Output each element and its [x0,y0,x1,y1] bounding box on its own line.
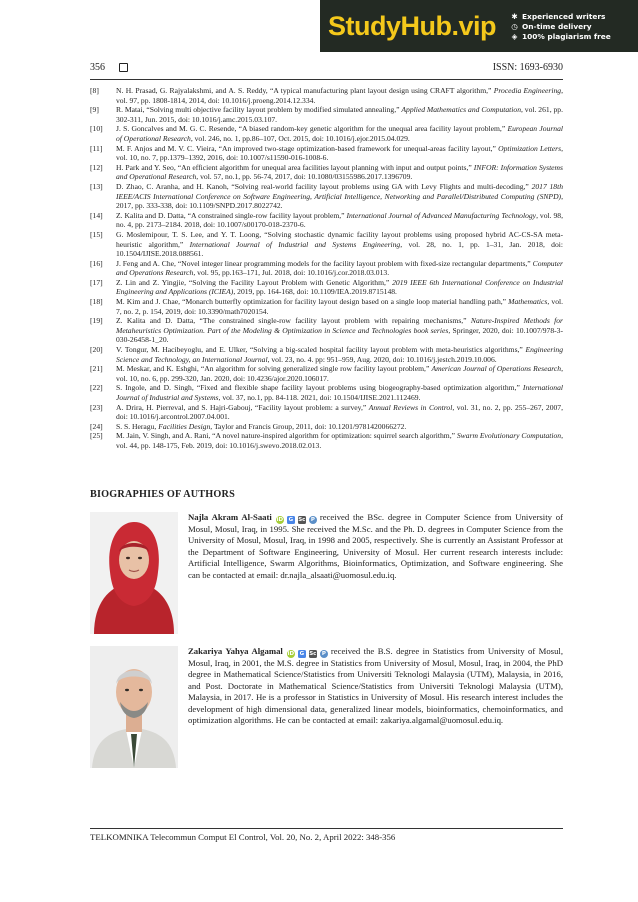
reference-venue: Mathematics [508,297,548,307]
reference-item [90,403,563,422]
reference-part: Springer, 2020, doi: 10.1007/978-3-030-26458-1_20. [116,325,563,345]
feature-label: On-time delivery [522,21,592,31]
reference-text [116,163,563,182]
reference-number: [24] [90,421,103,431]
reference-item [90,297,563,316]
google-scholar-icon[interactable]: G [288,517,294,523]
reference-number: [20] [90,345,103,355]
reference-venue: International Journal of Advanced Manufacturing Technology [346,210,537,220]
reference-text [116,211,563,230]
reference-text [116,431,563,450]
reference-part: , 2019, pp. 164-168, doi: 10.1109/IEA.2019.8715148. [233,287,397,297]
reference-venue: Optimization Letters [498,143,562,153]
reference-part: R. Matai, “Solving multi objective facility layout problem by modified simulated annealing,” [116,105,402,115]
reference-item [90,211,563,230]
reference-text [116,144,563,163]
page-number: 356 [90,61,105,73]
reference-part: , vol. 98, no. 4, pp. 2173–2184. 2018, doi: 10.1007/s00170-018-2370-6. [116,210,564,230]
reference-item [90,105,563,124]
author-name: Zakariya Yahya Algamal [188,646,283,656]
reference-number: [12] [90,162,103,172]
feature-list [510,12,611,41]
reference-part: , vol. 44, pp. 148-175, Feb. 2019, doi: 10.1016/j.swevo.2018.02.013. [116,431,563,450]
shield-icon: ◈ [511,31,518,41]
reference-text [116,105,563,124]
feature-item [510,22,611,31]
reference-part: M. F. Anjos and M. V. C. Vieira, “An improved two-stage optimization-based framework for unequal-areas facility layout,” [116,143,499,153]
studyhub-banner[interactable] [320,0,638,52]
reference-part: , vol. 10, no. 7, pp.1379–1392, 2016, doi: 10.1007/s11590-016-1008-6. [116,143,563,163]
reference-number: [9] [90,105,99,115]
feature-item [510,12,611,21]
reference-item [90,144,563,163]
reference-list [90,86,563,451]
reference-part: , vol. 261, pp. 302-311, Jun. 2015, doi: 10.1016/j.amc.2015.03.107. [116,105,563,124]
author-photo [90,646,178,768]
reference-text [116,403,563,422]
reference-venue: International Journal of Industrial and Systems [116,383,563,402]
reference-number: [14] [90,210,103,220]
reference-item [90,124,563,143]
reference-text [116,259,563,278]
reference-part: S. S. Heragu, [116,421,159,431]
square-icon [119,63,128,72]
reference-venue: European Journal of Operational Research [116,124,563,143]
publons-icon[interactable]: P [321,651,326,657]
reference-text [116,297,563,316]
reference-part: D. Zhao, C. Aranha, and H. Kanoh, “Solving real-world facility layout problems using GA with Levy Flights and multi-decoding,” [116,181,532,191]
reference-part: , vol. 28, no. 1, pp. 1–31, Jan. 2018, doi: 10.1504/IJISE.2018.088561. [116,239,563,259]
reference-part: , vol. 10, no. 6, pp. 299-320, Jan. 2020, doi: 10.4236/ajor.2020.106017. [116,364,563,383]
reference-venue: 2017 18th IEEE/ACIS International Conference on Software Engineering, Artificial Intelligence, Networking and Parallel/Distributed Computing (SNPD) [116,181,563,201]
reference-number: [18] [90,297,103,307]
reference-venue: Facilities Design [158,421,211,431]
author-name: Najla Akram Al-Saati [188,512,272,522]
reference-number: [11] [90,143,103,153]
reference-part: G. Moslemipour, T. S. Lee, and Y. T. Loong, “Solving stochastic dynamic facility layout problems using proposed hybrid AC-CS-SA meta-heuristic algorithm,” [116,229,563,249]
reference-part: , vol. 246, no. 1, pp.86–107, Oct. 2015, doi: 10.1016/j.ejor.2015.04.029. [190,133,410,143]
reference-item [90,364,563,383]
publons-icon[interactable]: P [310,517,315,523]
footer-rule [90,828,563,829]
reference-part: N. H. Prasad, G. Rajyalakshmi, and A. S. Reddy, “A typical manufacturing plant layout design using CRAFT algorithm,” [116,86,494,95]
reference-part: , vol. 57, no.1, pp. 56-74, 2017, doi: 10.1080/03155986.2017.1396709. [196,172,413,182]
reference-part: H. Park and Y. Seo, “An efficient algorithm for unequal area facilities layout planning with input and output points,” [116,162,474,172]
reference-text [116,278,563,297]
profile-badges [276,516,317,524]
reference-part: M. Kim and J. Chae, “Monarch butterfly optimization for facility layout design based on a single loop material handling path,” [116,297,509,307]
biographies-heading: BIOGRAPHIES OF AUTHORS [90,489,235,500]
reference-number: [23] [90,402,103,412]
orcid-icon[interactable]: iD [287,651,295,657]
reference-text [116,422,563,432]
reference-part: M. Jain, V. Singh, and A. Rani, “A novel nature-inspired algorithm for optimization: squirrel search algorithm,” [116,431,457,441]
reference-venue: Procedia Engineering [493,86,562,95]
reference-venue: 2019 IEEE 6th International Conference on Industrial Engineering and Applications (ICIEA) [116,277,563,297]
author-bio-text [188,646,563,726]
reference-venue: International Journal of Industrial and Systems Engineering [189,239,401,249]
reference-number: [10] [90,124,103,134]
author-description: received the B.S. degree in Statistics from University of Mosul, Mosul, Iraq, in 2001, the M.S. degree in Statistics from University of Mosul, Mosul, Iraq, in 2004, the PhD degree in Mathematical Science/Statistics from Universiti Teknologi Malaysia (UTM), Malaysia, in 2016, and Post. Doctorate in Mathematical Science/Statistics from Universiti Teknologi Malaysia (UTM), Malaysia, in 2017. He is a professor in Statistics in University of Mosul. His research interest includes the development of high dimensional data, generalized linear models, bioinformatics, chemoinformatics, and optimization algorithms. He can be contacted at email: zakariya.algamal@uomosul.edu.iq. [188,646,563,726]
scopus-icon[interactable]: Sc [298,517,306,523]
reference-number: [15] [90,229,103,239]
reference-part: , Taylor and Francis Group, 2011, doi: 10.1201/9781420066272. [210,421,407,431]
author-photo [90,512,178,634]
author-description: received the BSc. degree in Computer Science from University of Mosul, Mosul, Iraq, in 1995. She received the M.Sc. and the Ph. D. degrees in Computer Science from the University of Mosul, Mosul, Iraq, in 1998 and 2005, respectively. She is currently an Assistant Professor at the Department of Software Engineering, University of Mosul. Her current research interests include: Artificial Intelligence, Swarm Algorithms, Bioinformatics, Optimization, and Software engineering. She can be contacted at email: dr.najla_alsaati@uomosul.edu.iq. [188,512,563,580]
reference-item [90,345,563,364]
reference-part: S. Ingole, and D. Singh, “Fixed and flexible shape facility layout problems using biogeography-based optimization algorithm,” [116,383,523,393]
feature-label: 100% plagiarism free [522,31,611,41]
reference-number: [21] [90,364,103,374]
scopus-icon[interactable]: Sc [309,651,317,657]
reference-part: , vol. 31, no. 2, pp. 255–267, 2007, doi: 10.1016/j.arcontrol.2007.04.001. [116,402,563,422]
reference-part: J. Feng and A. Che, “Novel integer linear programming models for the facility layout problem with fixed-size rectangular departments,” [116,258,533,268]
page-header [90,60,563,74]
reference-text [116,316,563,345]
reference-number: [16] [90,258,103,268]
reference-number: [13] [90,181,103,191]
profile-badges [287,650,328,658]
reference-venue: Nature-Inspired Methods for Metaheuristics Optimization. Part of the Modeling & Optimization in Science and Technologies book series, [116,316,563,335]
reference-part: Z. Lin and Z. Yingjie, “Solving the Facility Layout Problem with Genetic Algorithm,” [116,277,393,287]
reference-venue: Engineering Science and Technology, an International Journal [116,345,563,364]
reference-item [90,316,563,345]
reference-venue: American Journal of Operations Research [431,364,562,374]
reference-item [90,182,563,211]
reference-part: , vol. 37, no.1, pp. 84-118. 2021, doi: 10.1504/IJISE.2021.112469. [218,393,421,402]
reference-part: Z. Kalita and D. Datta, “A constrained single-row facility layout problem,” [116,210,347,220]
reference-item [90,431,563,450]
reference-item [90,230,563,259]
brand-logo[interactable]: StudyHub.vip [328,10,496,41]
reference-number: [8] [90,86,99,95]
reference-item [90,383,563,402]
reference-part: , vol. 95, pp.163–171, Jul. 2018, doi: 10.1016/j.cor.2018.03.013. [193,268,390,278]
reference-item [90,259,563,278]
reference-venue: INFOR: Information Systems and Operational Research [116,162,563,182]
reference-part: Z. Kalita and D. Datta, “The constrained single-row facility layout problem with repairing mechanisms,” [116,316,471,326]
reference-part: M. Meskar, and K. Eshghi, “An algorithm for solving generalized single row facility layout problem,” [116,364,432,374]
reference-item [90,422,563,432]
reference-part: , 2017, pp. 333-338, doi: 10.1109/SNPD.2017.8022742. [116,191,563,211]
reference-number: [19] [90,316,103,326]
reference-text [116,345,563,364]
reference-part: A. Drira, H. Pierreval, and S. Hajri-Gabouj, “Facility layout problem: a survey,” [116,402,369,412]
star-icon: ✱ [511,11,518,21]
feature-label: Experienced writers [522,11,606,21]
page-footer: TELKOMNIKA Telecommun Comput El Control, Vol. 20, No. 2, April 2022: 348-356 [90,832,396,842]
reference-text [116,182,563,211]
reference-text [116,124,563,143]
reference-part: V. Tongur, M. Hacibeyoglu, and E. Ulker, “Solving a big-scaled hospital facility layout problem with meta-heuristics algorithms,” [116,345,526,355]
reference-item [90,163,563,182]
reference-part: , vol. 7, no. 2, p. 154, 2019, doi: 10.3390/math7020154. [116,297,564,316]
issn: ISSN: 1693-6930 [492,61,563,73]
reference-text [116,364,563,383]
reference-venue: Computer and Operations Research [116,258,563,278]
feature-item [510,32,611,41]
author-bio-text [188,512,563,581]
reference-number: [22] [90,383,103,393]
reference-venue: Swarm Evolutionary Computation [456,431,562,441]
reference-part: , vol. 97, pp. 1808-1814, 2014, doi: 10.1016/j.proeng.2014.12.334. [116,86,563,105]
orcid-icon[interactable]: iD [276,517,284,523]
reference-text [116,86,563,105]
reference-text [116,383,563,402]
header-rule [90,79,563,80]
reference-venue: Annual Reviews in Control [368,402,453,412]
reference-number: [25] [90,431,103,441]
clock-icon: ◷ [511,21,518,31]
reference-item [90,278,563,297]
reference-venue: Applied Mathematics and Computation [401,105,521,115]
reference-item [90,86,563,105]
google-scholar-icon[interactable]: G [299,651,305,657]
reference-text [116,230,563,259]
reference-number: [17] [90,277,103,287]
reference-part: J. S. Goncalves and M. G. C. Resende, “A biased random-key genetic algorithm for the unequal area facility layout problem,” [116,124,508,134]
reference-part: , vol. 23, no. 4. pp: 951–959, Aug. 2020, doi: 10.1016/j.jestch.2019.10.006. [267,354,497,364]
